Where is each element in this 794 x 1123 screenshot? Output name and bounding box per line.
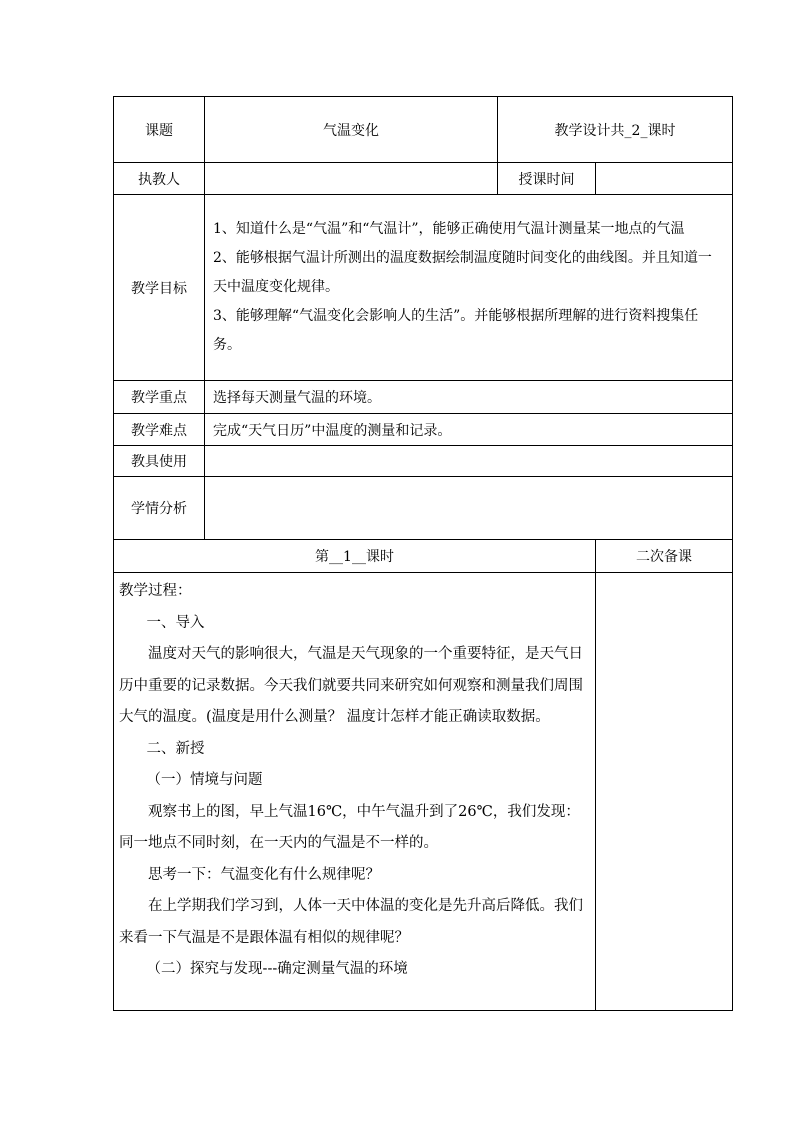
analysis-label: 学情分析 xyxy=(114,477,205,540)
process-paragraph: 思考一下：气温变化有什么规律呢？ xyxy=(148,866,380,883)
time-label: 授课时间 xyxy=(498,163,596,195)
secondary-prep-notes xyxy=(596,573,733,1011)
key-point-value: 选择每天测量气温的环境。 xyxy=(205,381,733,414)
process-heading: 二、新授 xyxy=(146,740,205,757)
objective-item: 3、能够理解“气温变化会影响人的生活”。并能够根据所理解的进行资料搜集任务。 xyxy=(213,308,699,353)
row-objectives xyxy=(114,195,733,381)
time-value xyxy=(596,163,733,195)
key-point-label: 教学重点 xyxy=(114,381,205,414)
row-key-point xyxy=(114,381,733,414)
row-tools xyxy=(114,446,733,477)
topic-value: 气温变化 xyxy=(205,97,498,163)
topic-label: 课题 xyxy=(114,97,205,163)
difficulty-label: 教学难点 xyxy=(114,414,205,446)
tools-value xyxy=(205,446,733,477)
process-heading: 一、导入 xyxy=(146,614,205,631)
objectives-content xyxy=(205,195,733,381)
row-teacher xyxy=(114,163,733,195)
process-title: 教学过程： xyxy=(119,583,192,599)
process-paragraph: 在上学期我们学习到，人体一天中体温的变化是先升高后降低。我们来看一下气温是不是跟体温有相似的规律呢？ xyxy=(119,898,583,946)
teacher-value xyxy=(205,163,498,195)
teaching-process xyxy=(114,573,596,1011)
tools-label: 教具使用 xyxy=(114,446,205,477)
objective-item: 2、能够根据气温计所测出的温度数据绘制温度随时间变化的曲线图。并且知道一天中温度变化规律。 xyxy=(213,250,712,295)
analysis-value xyxy=(205,477,733,540)
row-difficulty xyxy=(114,414,733,446)
objectives-label: 教学目标 xyxy=(114,195,205,381)
design-info: 教学设计共_2_课时 xyxy=(498,97,733,163)
row-process xyxy=(114,573,733,1011)
row-period xyxy=(114,540,733,573)
objective-item: 1、知道什么是“气温”和“气温计”，能够正确使用气温计测量某一地点的气温 xyxy=(213,221,685,237)
teacher-label: 执教人 xyxy=(114,163,205,195)
process-paragraph: 温度对天气的影响很大，气温是天气现象的一个重要特征，是天气日历中重要的记录数据。今天我们就要共同来研究如何观察和测量我们周围大气的温度。(温度是用什么测量？ 温度计怎样才能正确读取数据。 xyxy=(119,646,583,725)
lesson-plan-table xyxy=(113,96,733,1011)
difficulty-value: 完成“天气日历”中温度的测量和记录。 xyxy=(205,414,733,446)
row-topic xyxy=(114,97,733,163)
period-label: 第__1__课时 xyxy=(114,540,596,573)
process-heading: （二）探究与发现---确定测量气温的环境 xyxy=(146,961,408,977)
secondary-prep-label: 二次备课 xyxy=(596,540,733,573)
process-paragraph: 观察书上的图，早上气温16℃，中午气温升到了26℃，我们发现：同一地点不同时刻，在一天内的气温是不一样的。 xyxy=(119,803,580,851)
row-analysis xyxy=(114,477,733,540)
process-heading: （一）情境与问题 xyxy=(146,772,263,788)
